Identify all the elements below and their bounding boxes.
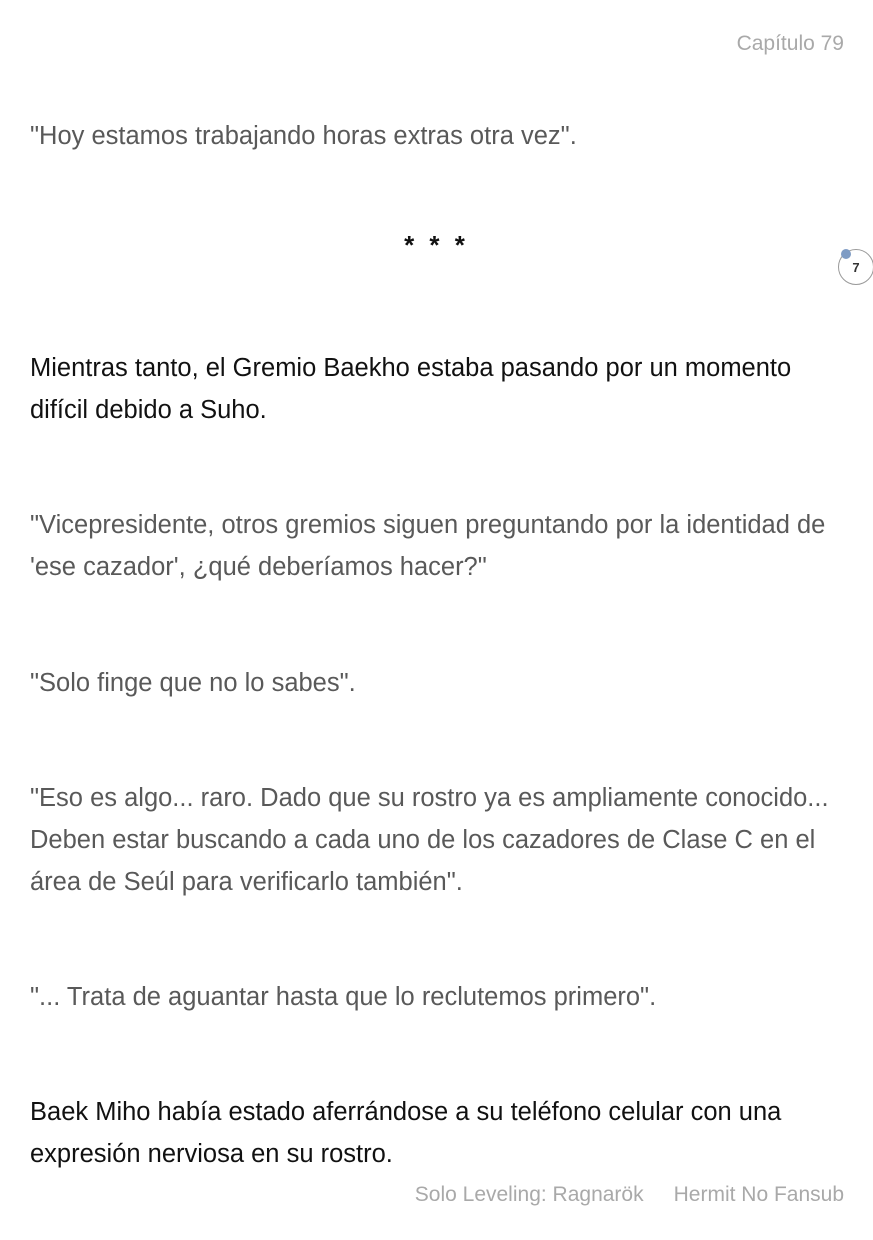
comment-count: 7 [852,260,860,275]
paragraph-dialogue-4: "Eso es algo... raro. Dado que su rostro ya es ampliamente conocido... Deben estar buscando a cada uno de los cazadores de Clase C en el área de Seúl para verificarlo también". [30,784,829,896]
paragraph-dialogue-1: "Hoy estamos trabajando horas extras otra vez". [30,122,577,150]
page-footer [415,1183,844,1207]
paragraph-narration-1: Mientras tanto, el Gremio Baekho estaba pasando por un momento difícil debido a Suho. [30,354,792,424]
chapter-label: Capítulo 79 [736,32,844,55]
translator-credit: Hermit No Fansub [673,1183,844,1206]
scene-separator: * * * [404,230,469,260]
book-title: Solo Leveling: Ragnarök [414,1183,644,1206]
paragraph-narration-2: Baek Miho había estado aferrándose a su teléfono celular con una expresión nerviosa en su rostro. [30,1098,782,1168]
paragraph-dialogue-5: "... Trata de aguantar hasta que lo reclutemos primero". [30,983,657,1011]
paragraph-dialogue-2: "Vicepresidente, otros gremios siguen preguntando por la identidad de 'ese cazador', ¿qué deberíamos hacer?" [30,511,826,581]
comment-indicator-dot [841,249,851,259]
paragraph-dialogue-3: "Solo finge que no lo sabes". [30,669,356,697]
